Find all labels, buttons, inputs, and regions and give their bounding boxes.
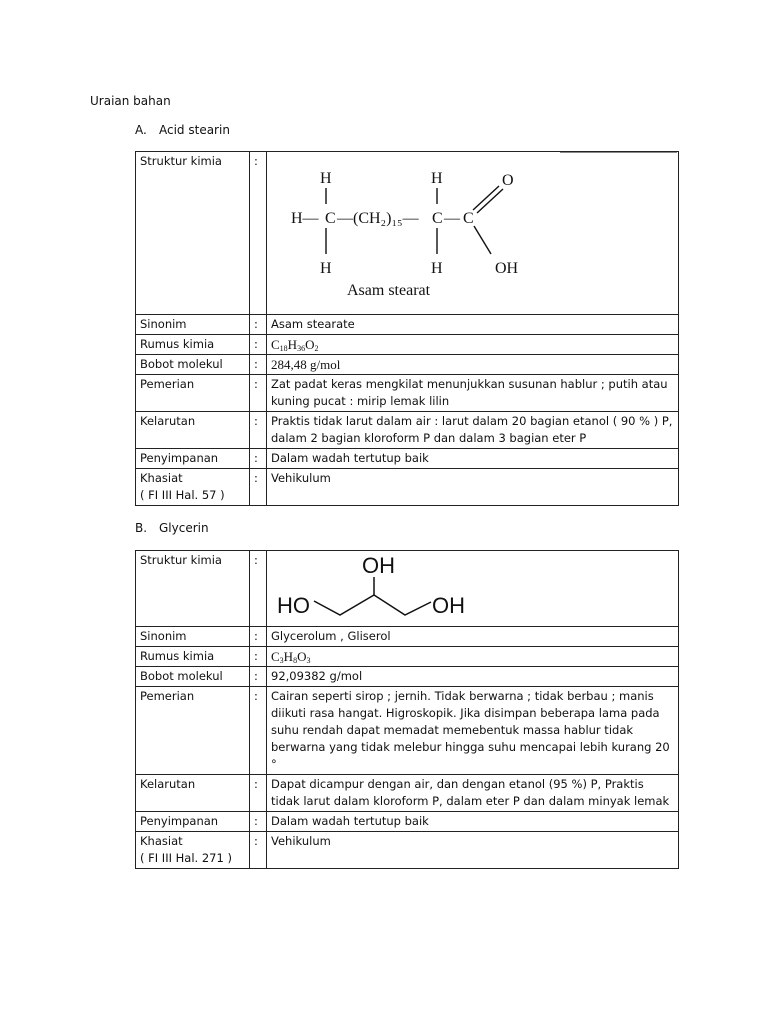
section-b-name: Glycerin bbox=[159, 521, 209, 535]
row-colon: : bbox=[250, 832, 267, 869]
page-title: Uraian bahan bbox=[90, 94, 171, 108]
structure-cell bbox=[267, 152, 679, 315]
glycerin-structure-image bbox=[267, 551, 677, 626]
stearic-acid-table bbox=[135, 151, 679, 506]
table-row bbox=[136, 551, 679, 627]
row-label-rumus: Rumus kimia bbox=[136, 647, 250, 667]
row-value-pemerian: Zat padat keras mengkilat menunjukkan susunan hablur ; putih atau kuning pucat : mirip lemak lilin bbox=[267, 375, 679, 412]
row-colon: : bbox=[250, 449, 267, 469]
table-row bbox=[136, 152, 679, 315]
row-colon: : bbox=[250, 355, 267, 375]
structure-caption: Asam stearat bbox=[347, 282, 431, 299]
section-a-name: Acid stearin bbox=[159, 123, 230, 137]
row-label-pemerian: Pemerian bbox=[136, 687, 250, 775]
row-colon: : bbox=[250, 775, 267, 812]
row-colon: : bbox=[250, 412, 267, 449]
row-value-penyimpanan: Dalam wadah tertutup baik bbox=[267, 812, 679, 832]
atom-label: OH bbox=[495, 260, 519, 277]
row-label-kelarutan: Kelarutan bbox=[136, 775, 250, 812]
row-value-kelarutan: Dapat dicampur dengan air, dan dengan etanol (95 %) P, Praktis tidak larut dalam kloroform P, dalam eter P dan dalam minyak lemak bbox=[267, 775, 679, 812]
atom-label: H bbox=[320, 170, 332, 187]
row-colon: : bbox=[250, 152, 267, 315]
table-row bbox=[136, 832, 679, 869]
row-label-pemerian: Pemerian bbox=[136, 375, 250, 412]
row-colon: : bbox=[250, 469, 267, 506]
bond-label: — bbox=[444, 210, 460, 227]
row-label-struktur: Struktur kimia bbox=[136, 551, 250, 627]
row-colon: : bbox=[250, 812, 267, 832]
table-row bbox=[136, 355, 679, 375]
row-colon: : bbox=[250, 551, 267, 627]
row-label-bobot: Bobot molekul bbox=[136, 667, 250, 687]
row-value-penyimpanan: Dalam wadah tertutup baik bbox=[267, 449, 679, 469]
glycerin-table bbox=[135, 550, 679, 869]
table-row bbox=[136, 469, 679, 506]
row-label-penyimpanan: Penyimpanan bbox=[136, 812, 250, 832]
row-value-rumus: $C_{18}H_{36}O_2$ bbox=[267, 335, 679, 355]
row-label-sinonim: Sinonim bbox=[136, 627, 250, 647]
table-row bbox=[136, 812, 679, 832]
atom-label: OH bbox=[362, 553, 395, 578]
table-row bbox=[136, 775, 679, 812]
table-row bbox=[136, 687, 679, 775]
row-label-khasiat: Khasiat ( FI III Hal. 57 ) bbox=[136, 469, 250, 506]
table-row bbox=[136, 412, 679, 449]
atom-label: H bbox=[431, 260, 443, 277]
row-label-khasiat: Khasiat ( FI III Hal. 271 ) bbox=[136, 832, 250, 869]
row-label-struktur: Struktur kimia bbox=[136, 152, 250, 315]
row-value-khasiat: Vehikulum bbox=[267, 832, 679, 869]
atom-label: O bbox=[502, 172, 514, 189]
table-row bbox=[136, 449, 679, 469]
row-colon: : bbox=[250, 687, 267, 775]
section-a-title bbox=[135, 123, 230, 137]
atom-label: HO bbox=[277, 593, 310, 618]
chain-label: —(CH₂)₁₅— bbox=[337, 210, 419, 227]
row-value-bobot: 284,48 g/mol bbox=[267, 355, 679, 375]
structure-cell bbox=[267, 551, 679, 627]
atom-label: H— bbox=[291, 210, 319, 227]
row-colon: : bbox=[250, 667, 267, 687]
atom-label: C bbox=[432, 210, 443, 227]
table-row bbox=[136, 335, 679, 355]
row-label-bobot: Bobot molekul bbox=[136, 355, 250, 375]
row-value-sinonim: Glycerolum , Gliserol bbox=[267, 627, 679, 647]
row-label-penyimpanan: Penyimpanan bbox=[136, 449, 250, 469]
atom-label: H bbox=[320, 260, 332, 277]
table-row bbox=[136, 375, 679, 412]
row-colon: : bbox=[250, 375, 267, 412]
row-value-sinonim: Asam stearate bbox=[267, 315, 679, 335]
row-label-sinonim: Sinonim bbox=[136, 315, 250, 335]
section-a-letter: A. bbox=[135, 123, 147, 137]
atom-label: H bbox=[431, 170, 443, 187]
row-label-rumus: Rumus kimia bbox=[136, 335, 250, 355]
section-b-title bbox=[135, 521, 209, 535]
row-value-kelarutan: Praktis tidak larut dalam air : larut dalam 20 bagian etanol ( 90 % ) P, dalam 2 bagian kloroform P dan dalam 3 bagian eter P bbox=[267, 412, 679, 449]
row-value-rumus: $C_3H_8O_3$ bbox=[267, 647, 679, 667]
table-row bbox=[136, 667, 679, 687]
table-row bbox=[136, 315, 679, 335]
section-b-letter: B. bbox=[135, 521, 148, 535]
table-row bbox=[136, 627, 679, 647]
row-value-khasiat: Vehikulum bbox=[267, 469, 679, 506]
row-colon: : bbox=[250, 627, 267, 647]
atom-label: C bbox=[325, 210, 336, 227]
row-value-pemerian: Cairan seperti sirop ; jernih. Tidak berwarna ; tidak berbau ; manis diikuti rasa hangat. Higroskopik. Jika disimpan beberapa lama pada suhu rendah dapat memadat memebentuk massa hablur tidak berwarna yang tidak melebur hingga suhu mencapai lebih kurang 20 ° bbox=[267, 687, 679, 775]
row-colon: : bbox=[250, 647, 267, 667]
atom-label: OH bbox=[432, 593, 465, 618]
table-row bbox=[136, 647, 679, 667]
atom-label: C bbox=[463, 210, 474, 227]
row-value-bobot: 92,09382 g/mol bbox=[267, 667, 679, 687]
row-colon: : bbox=[250, 315, 267, 335]
row-label-kelarutan: Kelarutan bbox=[136, 412, 250, 449]
row-colon: : bbox=[250, 335, 267, 355]
stearic-acid-structure-image bbox=[267, 152, 677, 314]
